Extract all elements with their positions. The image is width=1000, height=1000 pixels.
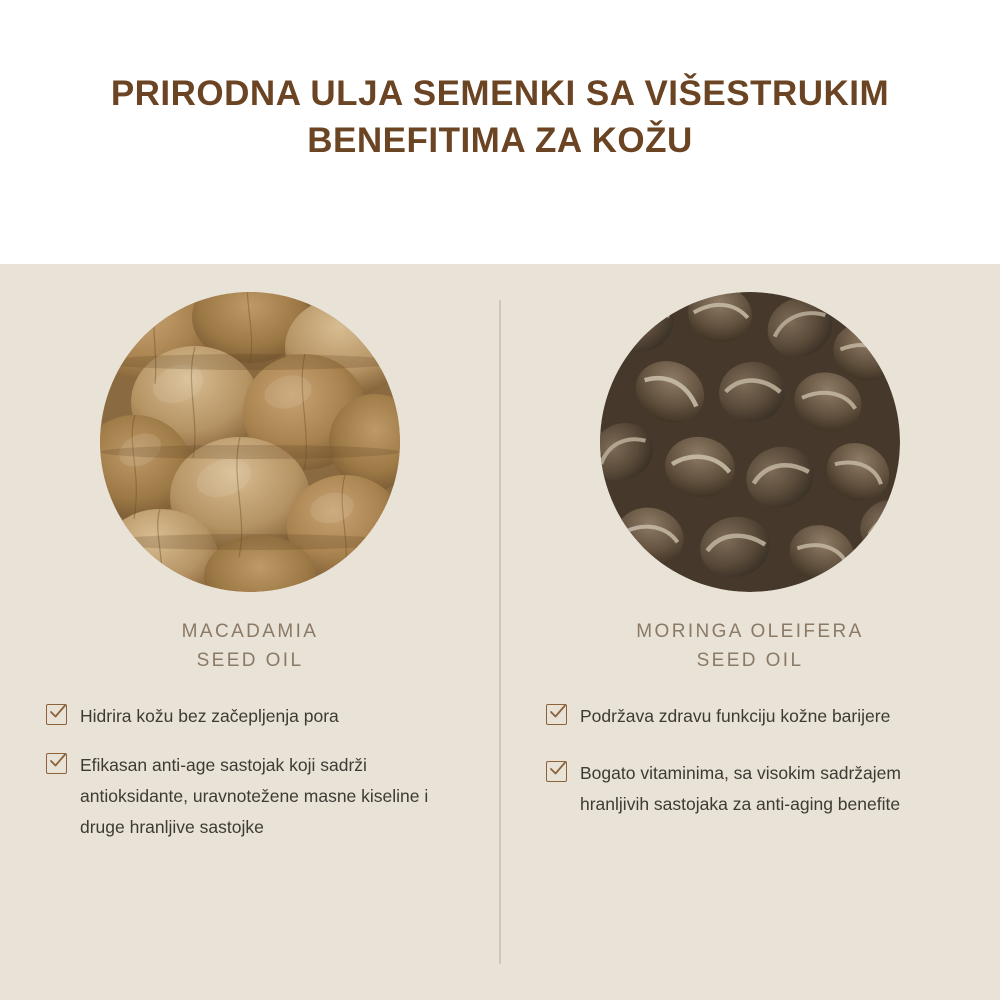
check-icon [46,753,67,774]
list-item [546,758,960,820]
check-icon [46,704,67,725]
check-icon [546,704,567,725]
list-item [46,750,460,843]
macadamia-nuts-photo [100,292,400,592]
moringa-label-line2: SEED OIL [696,649,804,671]
moringa-label [636,618,863,675]
macadamia-label-line2: SEED OIL [196,649,304,671]
moringa-label-line1: MORINGA OLEIFERA [636,621,864,642]
column-moringa [500,264,1000,1000]
macadamia-label-line1: MACADAMIA [181,621,319,642]
moringa-seeds-photo [600,292,900,592]
page-title: PRIRODNA ULJA SEMENKI SA VIŠESTRUKIM BENEFITIMA ZA KOŽU [110,73,890,160]
macadamia-label [182,618,319,675]
macadamia-benefits-list [34,701,466,862]
benefit-text: Hidrira kožu bez začepljenja pora [80,706,339,726]
content-panel [0,264,1000,1000]
check-icon [546,761,567,782]
benefit-text: Podržava zdravu funkciju kožne barijere [580,706,891,726]
benefit-text: Efikasan anti-age sastojak koji sadrži antioksidante, uravnotežene masne kiseline i druge hranljive sastojke [80,755,429,838]
benefit-text: Bogato vitaminima, sa visokim sadržajem hranljivih sastojaka za anti-aging benefite [580,763,901,815]
header [0,0,1000,264]
list-item [46,701,460,732]
list-item [546,701,960,732]
column-macadamia [0,264,500,1000]
moringa-benefits-list [534,701,966,846]
